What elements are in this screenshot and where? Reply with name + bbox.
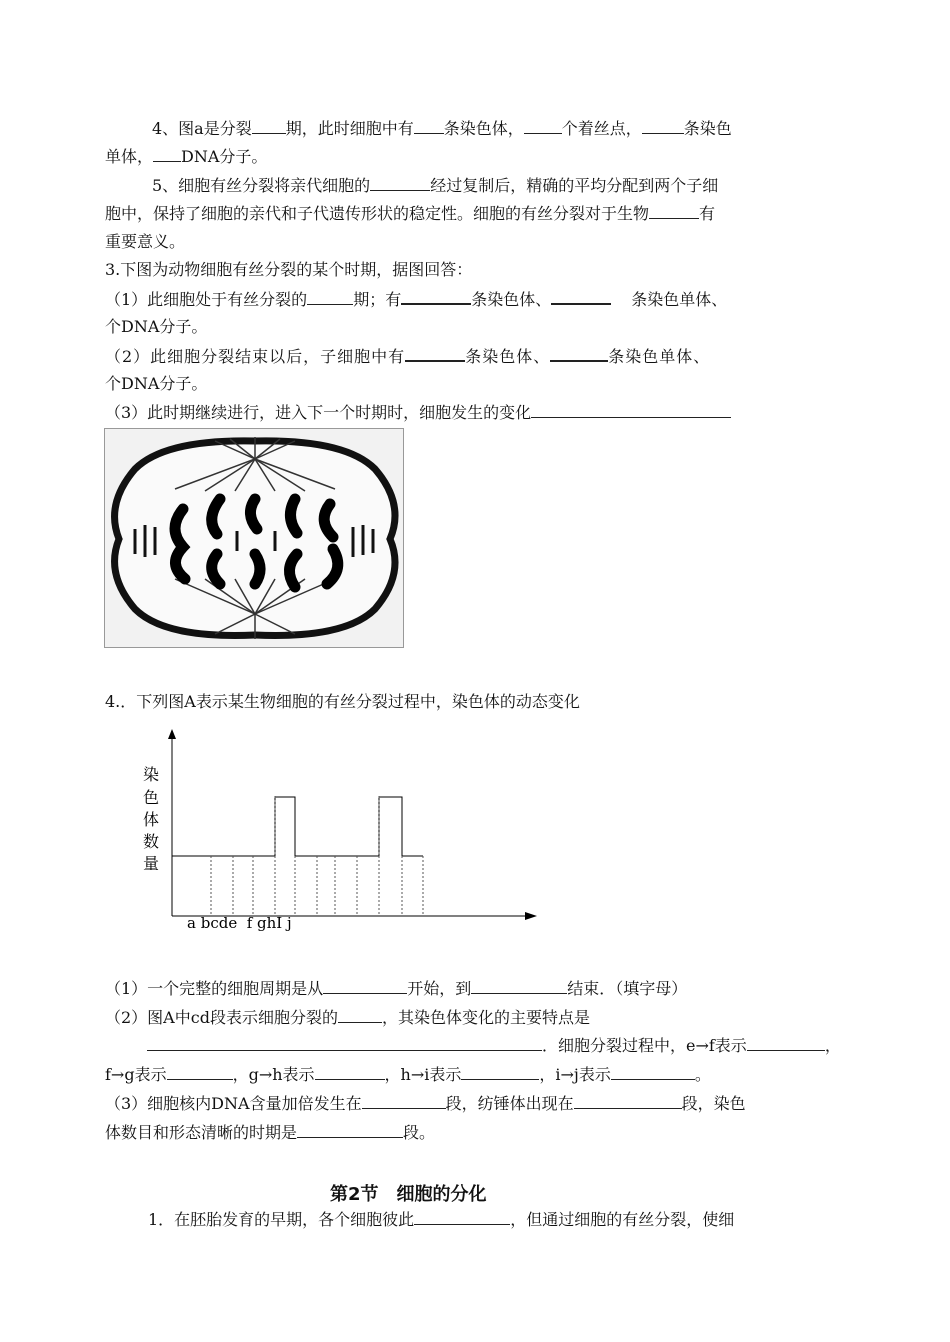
blank[interactable] [338,1007,382,1023]
s4-q2: （2）图A中cd段表示细胞分裂的 ，其染色体变化的主要特点是 [105,1008,590,1027]
blank[interactable] [252,118,286,134]
blank[interactable] [531,402,731,418]
q5-line3: 重要意义。 [105,232,186,251]
y-label-char: 体 [143,810,160,829]
blank[interactable] [550,345,608,362]
blank[interactable] [297,1122,403,1138]
blank[interactable] [747,1035,825,1051]
blank[interactable] [414,1209,510,1225]
blank[interactable] [471,978,567,994]
s4-q1: （1）一个完整的细胞周期是从 开始，到 结束．（填字母） [105,979,688,998]
y-label-char: 量 [143,854,160,873]
blank[interactable] [323,978,407,994]
q4-line1: 4、图a是分裂 期，此时细胞中有 条染色体， 个着丝点， 条染色 [152,119,732,138]
blank[interactable] [649,203,699,219]
q5-line1: 5、细胞有丝分裂将亲代细胞的 经过复制后，精确的平均分配到两个子细 [152,176,719,195]
s3-intro: 3.下图为动物细胞有丝分裂的某个时期，据图回答： [105,260,473,279]
s3-item2: （2）此细胞分裂结束以后，子细胞中有 条染色体、 条染色单体、 [105,347,711,366]
s4-q3: （3）细胞核内DNA含量加倍发生在 段，纺锤体出现在 段，染色 [105,1094,746,1113]
q4-line2: 单体， DNA分子。 [105,147,268,166]
blank[interactable] [362,1093,446,1109]
x-tick-labels: a bcde f ghI j [187,914,292,932]
s3-item1: （1）此细胞处于有丝分裂的 期；有 条染色体、 条染色单体、 [105,290,728,309]
blank[interactable] [642,118,684,134]
blank[interactable] [147,1035,542,1051]
s4-q2-line3: f→g表示 ，g→h表示 ，h→i表示 ，i→j表示 。 [105,1065,711,1084]
blank[interactable] [307,289,353,305]
s3-item1-cont: 个DNA分子。 [105,317,208,336]
x-axis-arrow [525,912,537,920]
chromosome-step-line [172,797,423,856]
blank[interactable] [401,288,471,305]
blank[interactable] [370,175,430,191]
s4-q3-line2: 体数目和形态清晰的时期是 段。 [105,1123,436,1142]
blank[interactable] [574,1093,682,1109]
s3-item2-cont: 个DNA分子。 [105,374,208,393]
blank[interactable] [405,345,465,362]
mitosis-cell-image [104,428,404,648]
blank[interactable] [315,1064,385,1080]
blank[interactable] [461,1064,539,1080]
blank[interactable] [153,146,181,162]
chromosome-chart [135,725,545,939]
blank[interactable] [167,1064,233,1080]
s4-q2-line2: ．细胞分裂过程中，e→f表示 ， [105,1035,841,1057]
y-label-char: 色 [143,788,160,807]
q5-line2: 胞中，保持了细胞的亲代和子代遗传形状的稳定性。细胞的有丝分裂对于生物 有 [105,204,716,223]
section-title: 第2节 细胞的分化 [330,1184,487,1205]
blank[interactable] [524,118,562,134]
y-label-char: 染 [143,765,160,784]
y-label-char: 数 [143,832,160,851]
y-axis-arrow [168,729,176,739]
blank[interactable] [414,118,444,134]
s3-item3: （3）此时期继续进行，进入下一个时期时，细胞发生的变化 [105,402,731,424]
s4-intro: 4.．下列图A表示某生物细胞的有丝分裂过程中，染色体的动态变化 [105,692,580,711]
sec2-line1: 1．在胚胎发育的早期，各个细胞彼此 ，但通过细胞的有丝分裂，使细 [148,1210,735,1229]
blank[interactable] [611,1064,695,1080]
blank[interactable] [551,288,611,305]
